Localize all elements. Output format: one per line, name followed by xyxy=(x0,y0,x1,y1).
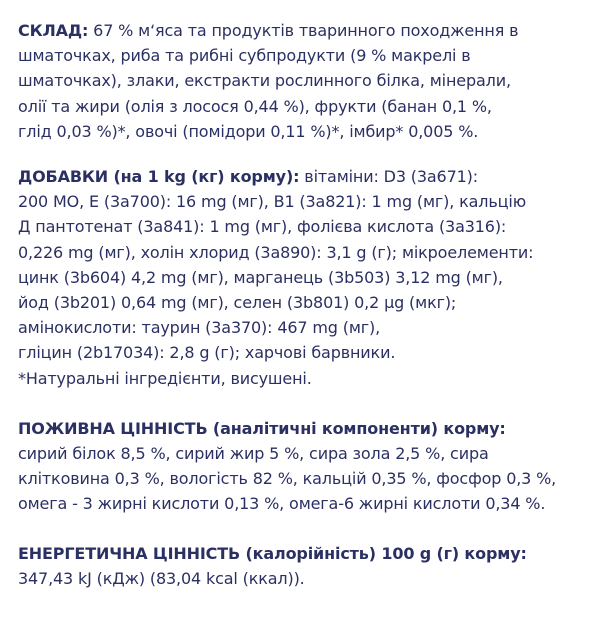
composition-heading: СКЛАД: xyxy=(18,21,89,40)
additives-heading: ДОБАВКИ (на 1 kg (кг) корму): xyxy=(18,167,300,187)
additives-line: 200 МО, E (3a700): 16 mg (мг), B1 (3a821): 1 mg (мг), кальцію xyxy=(18,192,527,212)
additives-line: йод (3b201) 0,64 mg (мг), селен (3b801) 0,2 µg (мкг); xyxy=(18,293,457,313)
additives-section xyxy=(18,164,607,391)
nutrition-line: клітковина 0,3 %, вологість 82 %, кальцій 0,35 %, фосфор 0,3 %, xyxy=(18,469,557,489)
section-spacer xyxy=(18,391,607,416)
nutrition-line: сирий білок 8,5 %, сирий жир 5 %, сира зола 2,5 %, сира xyxy=(18,444,489,464)
additives-line: амінокислоти: таурин (3a370): 467 mg (мг), xyxy=(18,318,381,338)
energy-line: 347,43 kJ (кДж) (83,04 kcal (ккал)). xyxy=(18,568,305,588)
composition-line: шматочках), злаки, екстракти рослинного білка, мінерали, xyxy=(18,71,511,91)
section-spacer xyxy=(18,144,607,164)
additives-line: цинк (3b604) 4,2 mg (мг), марганець (3b503) 3,12 mg (мг), xyxy=(18,267,503,287)
composition-text: 67 % м‘яса та продуктів тваринного походження в xyxy=(88,21,519,40)
additives-line xyxy=(18,164,607,189)
composition-section xyxy=(18,18,607,144)
composition-line: шматочках, риба та рибні субпродукти (9 % макрелі в xyxy=(18,46,471,66)
energy-section xyxy=(18,541,607,591)
additives-line: гліцин (2b17034): 2,8 g (г); харчові барвники. xyxy=(18,343,396,363)
section-spacer xyxy=(18,517,607,541)
additives-text: вітаміни: D3 (3a671): xyxy=(299,167,478,187)
composition-line: глід 0,03 %)*, овочі (помідори 0,11 %)*, імбир* 0,005 %. xyxy=(18,121,479,141)
energy-heading: ЕНЕРГЕТИЧНА ЦІННІСТЬ (калорійність) 100 g (г) корму: xyxy=(18,543,527,563)
nutrition-heading: ПОЖИВНА ЦІННІСТЬ (аналітичні компоненти) корму: xyxy=(18,418,506,438)
composition-line xyxy=(18,18,607,43)
composition-line: олії та жири (олія з лосося 0,44 %), фрукти (банан 0,1 %, xyxy=(18,96,492,116)
additives-line: 0,226 mg (мг), холін хлорид (3a890): 3,1 g (г); мікроелементи: xyxy=(18,242,534,262)
nutrition-line: омега - 3 жирні кислоти 0,13 %, омега-6 жирні кислоти 0,34 %. xyxy=(18,494,546,514)
nutrition-section xyxy=(18,416,607,517)
additives-line: Д пантотенат (3a841): 1 mg (мг), фолієва кислота (3a316): xyxy=(18,217,507,237)
natural-ingredients-note: *Натуральні інгредієнти, висушені. xyxy=(18,368,312,388)
